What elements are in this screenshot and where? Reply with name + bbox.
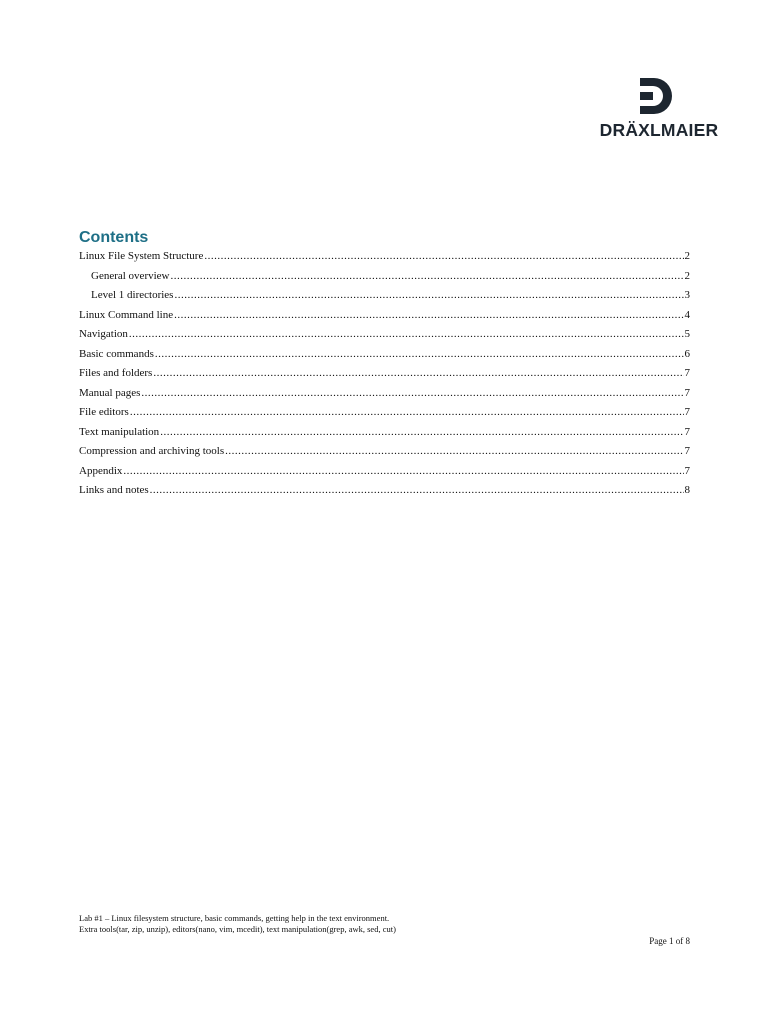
toc-entry-page[interactable]: 5	[684, 328, 690, 340]
toc-entry[interactable]	[79, 348, 690, 368]
toc-entry-label[interactable]: Linux File System Structure	[79, 250, 204, 262]
toc-entry-label[interactable]: Basic commands	[79, 347, 154, 360]
toc-entry-label[interactable]: Linux Command line	[79, 308, 174, 321]
toc-entry-page[interactable]: 7	[684, 386, 690, 399]
toc-entry[interactable]	[79, 309, 690, 329]
toc-entry-page[interactable]: 3	[684, 289, 690, 301]
toc-entry-label[interactable]: Navigation	[79, 328, 128, 340]
toc-dot-leader	[171, 270, 684, 282]
toc-entry-label[interactable]: Level 1 directories	[91, 289, 174, 301]
company-logo	[582, 76, 736, 140]
toc-entry-label[interactable]: Compression and archiving tools	[79, 445, 225, 457]
toc-dot-leader	[204, 250, 683, 262]
toc-dot-leader	[174, 309, 683, 321]
toc-entry-label[interactable]: General overview	[91, 269, 170, 282]
toc-dot-leader	[155, 348, 684, 360]
toc-entry-page[interactable]: 2	[684, 269, 690, 282]
toc-entry-label[interactable]: Appendix	[79, 464, 123, 477]
toc-dot-leader	[123, 465, 683, 477]
toc-entry-page[interactable]: 7	[684, 367, 690, 379]
footer-line-2: Extra tools(tar, zip, unzip), editors(nano, vim, mcedit), text manipulation(grep, awk, sed, cut)	[79, 924, 396, 934]
toc-entry[interactable]	[79, 250, 690, 270]
toc-entry-label[interactable]: Files and folders	[79, 367, 153, 379]
toc-dot-leader	[153, 367, 683, 379]
toc-entry-label[interactable]: Text manipulation	[79, 425, 160, 438]
toc-entry[interactable]	[79, 484, 690, 504]
toc-entry[interactable]	[79, 270, 690, 290]
toc-entry-page[interactable]: 7	[684, 406, 690, 418]
toc-entry-page[interactable]: 8	[684, 484, 690, 496]
toc-entry[interactable]	[79, 465, 690, 485]
toc-title: Contents	[79, 229, 149, 246]
logo-wordmark: DRÄXLMAIER	[599, 120, 719, 140]
toc-entry-page[interactable]: 6	[684, 347, 690, 360]
toc-dot-leader	[141, 387, 683, 399]
toc-dot-leader	[130, 406, 684, 418]
toc-entry-page[interactable]: 7	[684, 445, 690, 457]
table-of-contents	[79, 250, 690, 504]
toc-entry-label[interactable]: Links and notes	[79, 484, 149, 496]
toc-entry-page[interactable]: 4	[684, 308, 690, 321]
toc-dot-leader	[174, 289, 683, 301]
footer	[79, 913, 396, 935]
toc-entry[interactable]	[79, 445, 690, 465]
toc-entry[interactable]	[79, 328, 690, 348]
page-number: Page 1 of 8	[649, 936, 690, 946]
toc-entry-page[interactable]: 7	[684, 464, 690, 477]
toc-entry[interactable]	[79, 426, 690, 446]
toc-entry[interactable]	[79, 387, 690, 407]
toc-dot-leader	[150, 484, 684, 496]
toc-entry-label[interactable]: Manual pages	[79, 386, 141, 399]
toc-entry-label[interactable]: File editors	[79, 406, 129, 418]
toc-dot-leader	[160, 426, 683, 438]
draexlmaier-d-logo-icon	[640, 78, 676, 114]
toc-entry-page[interactable]: 7	[684, 425, 690, 438]
toc-entry[interactable]	[79, 406, 690, 426]
toc-dot-leader	[225, 445, 683, 457]
footer-line-1: Lab #1 – Linux filesystem structure, basic commands, getting help in the text environment.	[79, 913, 390, 923]
toc-entry[interactable]	[79, 289, 690, 309]
toc-entry-page[interactable]: 2	[684, 250, 690, 262]
toc-dot-leader	[129, 328, 684, 340]
toc-entry[interactable]	[79, 367, 690, 387]
